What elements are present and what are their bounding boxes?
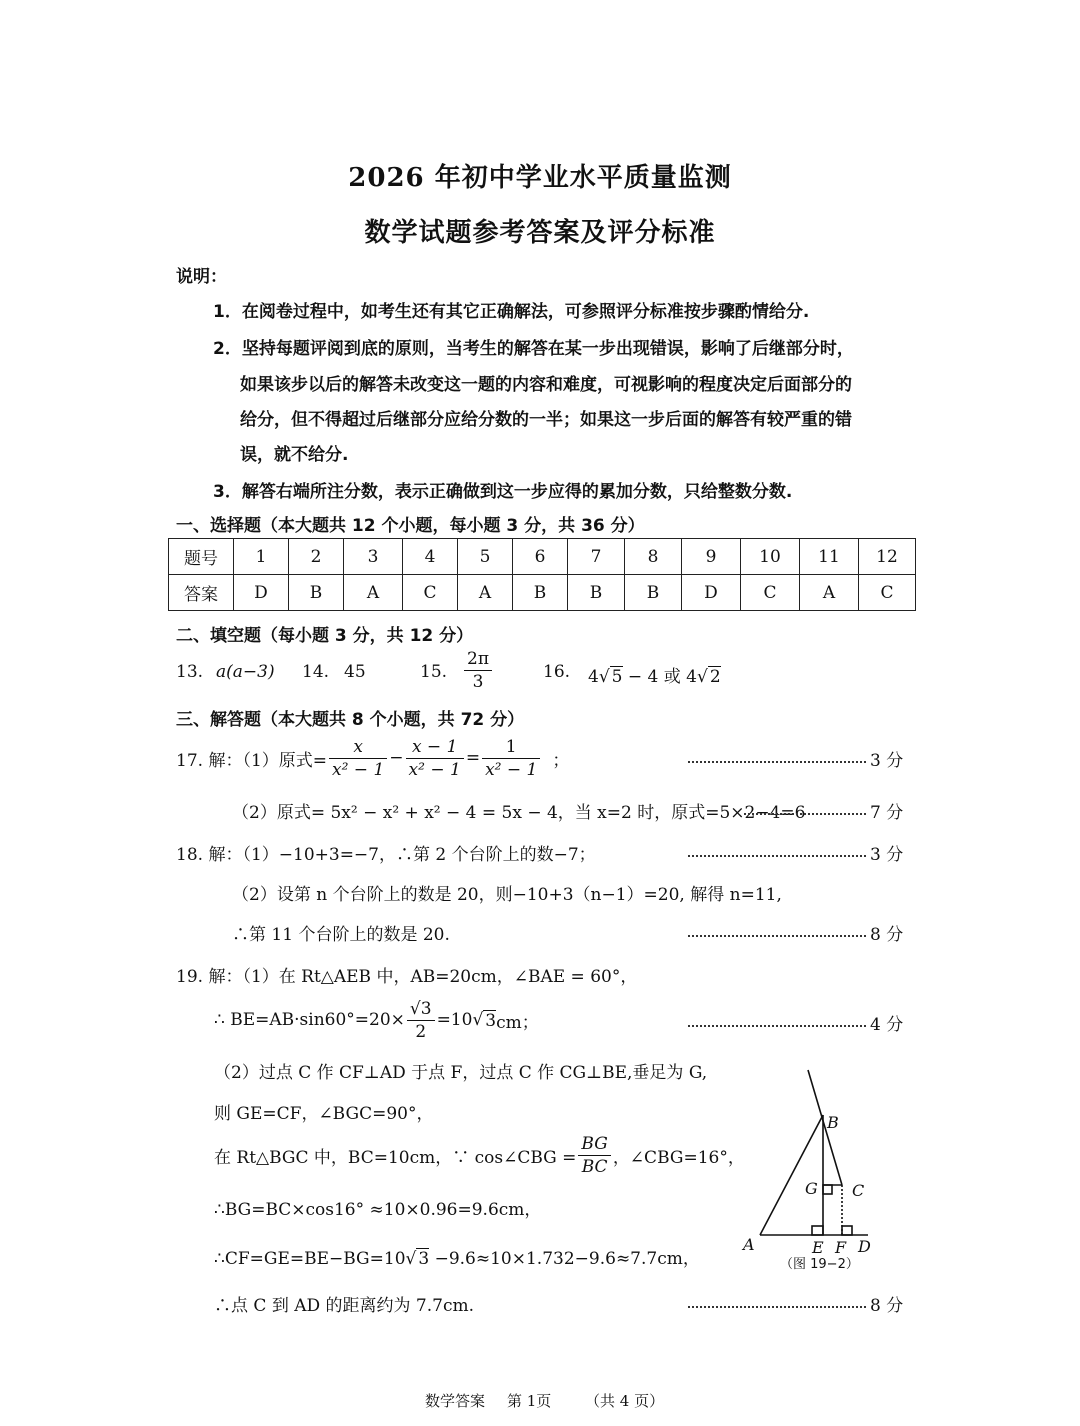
q17-f1-top: x [329,736,387,759]
label-C: C [852,1181,865,1200]
note-2-cont-3: 误，就不给分. [240,445,349,465]
table-cell-answer: B [289,575,344,611]
table-cell-number: 2 [289,539,344,575]
q17-minus: − [389,748,404,768]
leader-dots [688,935,866,937]
score-label: 3 分 [870,845,904,865]
radical-icon: √ [405,1249,417,1269]
q17-label: 17. 解：（1）原式= [176,750,327,771]
leader-dots [744,813,866,815]
radical-icon: √ [598,667,610,687]
q17-f2-top: x − 1 [406,736,464,759]
leader-dots [688,1025,866,1027]
q17-score-1 [688,746,903,771]
table-row-answers [169,575,916,611]
footer-total: （共 4 页） [585,1392,665,1410]
q19-be-pre: ∴ BE=AB·sin60°=20× [214,1010,405,1030]
q17-score-2 [744,798,903,823]
label-E: E [812,1238,824,1257]
q18-score-2 [688,920,903,945]
q19-line5-frac-bottom: BC [581,1156,608,1177]
figure-19-2 [730,1060,890,1280]
q14-answer: 45 [344,662,366,682]
q13-answer: a(a−3) [216,662,275,682]
q15-number: 15. [420,662,448,682]
q19-frac-bottom: 2 [415,1021,427,1042]
note-2-cont-2: 给分，但不得超过后继部分应给分数的一半；如果这一步后面的解答有较严重的错 [240,410,852,430]
table-cell-number: 7 [568,539,625,575]
q18-score-1 [688,840,903,865]
q19-line5-frac-top: BG [578,1133,610,1156]
q19-line5 [214,1130,745,1180]
footer-page: 第 1页 [507,1392,552,1410]
note-3: 3．解答右端所注分数，表示正确做到这一步应得的累加分数，只给整数分数. [213,482,793,502]
q19-line7 [214,1244,700,1269]
q19-line5-pre: 在 Rt△BGC 中，BC=10cm，∵ cos∠CBG = [214,1147,577,1168]
footer-subject: 数学答案 [425,1392,486,1410]
table-cell-number: 9 [682,539,741,575]
q16-number: 16. [543,662,571,682]
radical-icon: √ [697,667,708,687]
answer-table [168,538,916,611]
leader-dots [688,761,866,763]
q17-f2-bottom: x² − 1 [408,759,461,780]
right-angle-mark-G [823,1185,832,1194]
line-AB [760,1115,823,1235]
table-cell-number: 3 [344,539,403,575]
section-fill-heading: 二、填空题（每小题 3 分，共 12 分） [176,626,474,646]
table-cell-label: 题号 [169,539,234,575]
q13-number: 13. [176,662,204,682]
q19-be-radicand: 3 [485,1010,497,1031]
q19-be-post-b: cm； [496,1012,539,1033]
q15-frac-top: 2π [464,648,492,671]
table-cell-number: 11 [800,539,859,575]
q19-line5-post: ，∠CBG=16°， [612,1147,745,1168]
q19-line7-pre: ∴CF=GE=BE−BG=10 [214,1249,406,1269]
q18-conclusion: ∴第 11 个台阶上的数是 20. [232,925,450,945]
table-cell-answer: D [682,575,741,611]
table-cell-answer: B [513,575,568,611]
table-cell-number: 10 [741,539,800,575]
q16-radicand-1: 5 [611,667,623,687]
q16-coef-a: 4 [588,667,599,687]
table-cell-number: 5 [458,539,513,575]
q16-radicand-2: 2 [709,667,721,687]
table-cell-answer: C [741,575,800,611]
score-label: 4 分 [870,1015,904,1035]
q19-part2: （2）过点 C 作 CF⊥AD 于点 F，过点 C 作 CG⊥BE,垂足为 G, [214,1063,708,1083]
q18-part1: 18. 解：（1）−10+3=−7，∴第 2 个台阶上的数−7； [176,845,596,865]
q17-f3-top: 1 [482,736,540,759]
radical-icon: √ [472,1010,484,1030]
q19-frac-top: √3 [407,998,435,1021]
leader-dots [688,1306,866,1308]
table-cell-answer: B [568,575,625,611]
q16-mid: − 4 或 4 [622,667,697,687]
score-label: 7 分 [870,803,904,823]
q19-part1: 19. 解：（1）在 Rt△AEB 中，AB=20cm，∠BAE = 60°， [176,967,638,987]
table-cell-number: 12 [859,539,916,575]
q19-line7-post: −9.6≈10×1.732−9.6≈7.7cm， [429,1249,700,1269]
q17-f1-bottom: x² − 1 [332,759,385,780]
q19-be-post-a: =10 [436,1010,473,1030]
q14-number: 14. [302,662,330,682]
table-cell-answer: C [859,575,916,611]
score-label: 3 分 [870,751,904,771]
q19-score-2 [688,1291,903,1316]
note-2: 2．坚持每题评阅到底的原则，当考生的解答在某一步出现错误，影响了后继部分时， [213,339,854,359]
q19-line8: ∴点 C 到 AD 的距离约为 7.7cm. [214,1296,475,1316]
figure-caption: （图 19−2） [780,1257,859,1272]
label-B: B [827,1113,839,1132]
table-cell-answer: A [800,575,859,611]
table-row-numbers [169,539,916,575]
note-label: 说明： [176,267,227,287]
table-cell-answer: D [234,575,289,611]
q15-fraction [462,648,494,693]
q15-frac-bottom: 3 [472,672,484,692]
right-angle-mark-E [812,1226,823,1235]
q18-part2: （2）设第 n 个台阶上的数是 20，则−10+3（n−1）=20, 解得 n=11, [232,885,782,905]
q17-part1 [176,733,569,783]
table-cell-answer: B [625,575,682,611]
q17-f3-bottom: x² − 1 [485,759,538,780]
right-angle-mark-F [842,1226,852,1235]
label-F: F [835,1238,847,1257]
table-cell-label: 答案 [169,575,234,611]
note-1: 1．在阅卷过程中，如考生还有其它正确解法，可参照评分标准按步骤酌情给分. [213,302,810,322]
q17-part2: （2）原式= 5x² − x² + x² − 4 = 5x − 4，当 x=2 时，原式=5×2−4=6 [232,803,806,823]
table-cell-answer: A [344,575,403,611]
section-solve-heading: 三、解答题（本大题共 8 个小题，共 72 分） [176,710,525,730]
table-cell-answer: A [458,575,513,611]
q19-score-1 [688,1010,903,1035]
q19-line7-radicand: 3 [418,1249,430,1269]
table-cell-number: 1 [234,539,289,575]
q17-eq: = [465,748,481,768]
label-A: A [743,1235,755,1254]
note-2-cont-1: 如果该步以后的解答未改变这一题的内容和难度，可视影响的程度决定后面部分的 [240,375,852,395]
section-choice-heading: 一、选择题（本大题共 12 个小题，每小题 3 分，共 36 分） [176,516,645,536]
score-label: 8 分 [870,925,904,945]
q17-tail: ； [552,750,570,771]
leader-dots [688,855,866,857]
label-D: D [858,1237,871,1256]
table-cell-number: 4 [403,539,458,575]
label-G: G [805,1179,818,1198]
table-cell-answer: C [403,575,458,611]
q16-answer [588,662,721,687]
table-cell-number: 8 [625,539,682,575]
title-line-2: 数学试题参考答案及评分标准 [364,218,716,248]
q19-line6: ∴BG=BC×cos16° ≈10×0.96=9.6cm， [214,1200,542,1220]
title-line-1: 2026 年初中学业水平质量监测 [348,163,732,193]
table-cell-number: 6 [513,539,568,575]
q19-line4: 则 GE=CF，∠BGC=90°， [214,1104,434,1124]
q19-be-line [214,994,539,1046]
score-label: 8 分 [870,1296,904,1316]
